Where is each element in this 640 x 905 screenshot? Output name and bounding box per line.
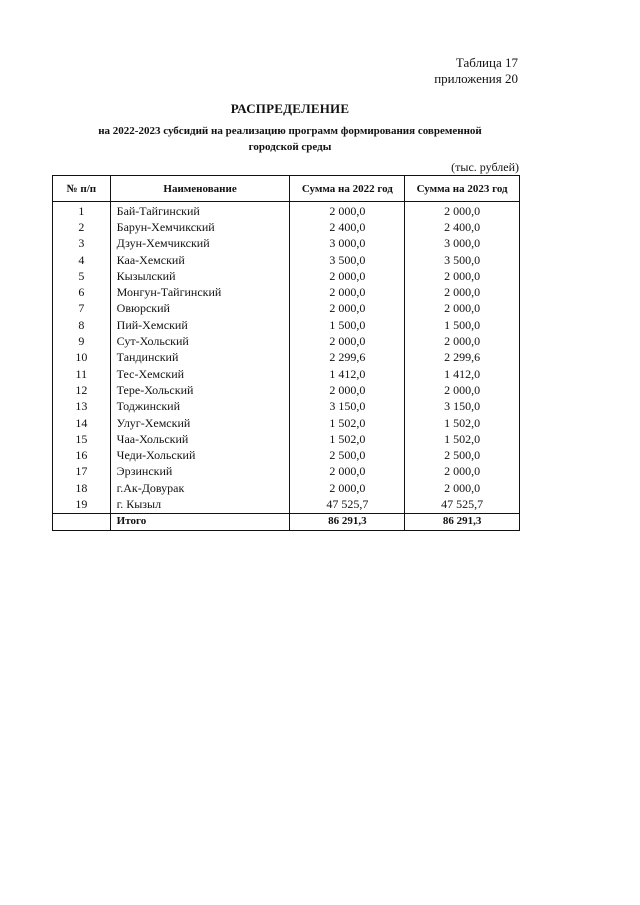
table-row [53,252,520,268]
row-name: Тоджинский [110,399,290,415]
row-value-2023: 47 525,7 [405,496,520,513]
row-value-2022: 1 502,0 [290,431,405,447]
row-name: Улуг-Хемский [110,415,290,431]
row-number: 17 [53,464,111,480]
row-value-2022: 2 000,0 [290,202,405,220]
row-value-2022: 3 500,0 [290,252,405,268]
table-row [53,480,520,496]
row-value-2023: 2 000,0 [405,333,520,349]
table-row [53,202,520,220]
row-value-2023: 2 000,0 [405,480,520,496]
row-number: 4 [53,252,111,268]
row-value-2023: 2 000,0 [405,284,520,300]
row-value-2022: 2 299,6 [290,350,405,366]
table-row [53,284,520,300]
table-row [53,399,520,415]
row-number: 14 [53,415,111,431]
row-name: Чеди-Хольский [110,447,290,463]
row-name: Тес-Хемский [110,366,290,382]
header-number: № п/п [53,176,111,202]
table-row [53,382,520,398]
row-name: Кызылский [110,268,290,284]
row-value-2023: 2 000,0 [405,382,520,398]
total-row [53,513,520,530]
total-label: Итого [110,513,290,530]
row-number: 11 [53,366,111,382]
row-name: Эрзинский [110,464,290,480]
row-value-2023: 2 000,0 [405,202,520,220]
table-row [53,464,520,480]
header-2022: Сумма на 2022 год [290,176,405,202]
table-row [53,447,520,463]
units-note: (тыс. рублей) [451,160,519,174]
row-value-2022: 2 000,0 [290,464,405,480]
table-row [53,301,520,317]
table-row [53,366,520,382]
row-value-2022: 2 000,0 [290,284,405,300]
row-number: 16 [53,447,111,463]
row-name: Тандинский [110,350,290,366]
row-value-2023: 3 000,0 [405,236,520,252]
header-2023: Сумма на 2023 год [405,176,520,202]
row-number: 2 [53,219,111,235]
row-value-2022: 2 000,0 [290,333,405,349]
document-subtitle [70,123,510,155]
total-value-2022: 86 291,3 [290,513,405,530]
table-row [53,333,520,349]
total-empty-cell [53,513,111,530]
row-value-2023: 2 299,6 [405,350,520,366]
row-name: Чаа-Хольский [110,431,290,447]
row-value-2022: 47 525,7 [290,496,405,513]
row-number: 18 [53,480,111,496]
row-number: 5 [53,268,111,284]
row-value-2022: 2 400,0 [290,219,405,235]
subtitle-line-1: на 2022-2023 субсидий на реализацию программ формирования современной [98,125,482,137]
row-value-2023: 2 000,0 [405,301,520,317]
table-row [53,219,520,235]
row-number: 10 [53,350,111,366]
distribution-table [52,175,520,531]
table-row [53,268,520,284]
row-value-2023: 2 000,0 [405,268,520,284]
row-value-2022: 3 150,0 [290,399,405,415]
row-name: Каа-Хемский [110,252,290,268]
row-value-2023: 1 500,0 [405,317,520,333]
header-name: Наименование [110,176,290,202]
row-value-2023: 3 150,0 [405,399,520,415]
row-value-2023: 3 500,0 [405,252,520,268]
row-value-2022: 2 000,0 [290,480,405,496]
row-value-2023: 1 412,0 [405,366,520,382]
row-name: Бай-Тайгинский [110,202,290,220]
row-number: 8 [53,317,111,333]
table-body [53,202,520,531]
row-value-2022: 2 000,0 [290,301,405,317]
table-row [53,496,520,513]
row-name: Тере-Хольский [110,382,290,398]
row-value-2023: 1 502,0 [405,431,520,447]
row-value-2022: 2 000,0 [290,382,405,398]
row-number: 7 [53,301,111,317]
row-value-2022: 3 000,0 [290,236,405,252]
row-number: 13 [53,399,111,415]
row-name: Дзун-Хемчикский [110,236,290,252]
table-reference: Таблица 17 [455,55,518,70]
table-header-row [53,176,520,202]
row-name: Сут-Хольский [110,333,290,349]
row-number: 1 [53,202,111,220]
row-value-2023: 2 400,0 [405,219,520,235]
table-row [53,431,520,447]
row-value-2023: 2 500,0 [405,447,520,463]
subtitle-line-2: городской среды [248,141,332,153]
total-value-2023: 86 291,3 [405,513,520,530]
appendix-reference: приложения 20 [434,71,518,86]
row-value-2022: 1 412,0 [290,366,405,382]
table-row [53,415,520,431]
row-number: 15 [53,431,111,447]
table-row [53,317,520,333]
table-row [53,236,520,252]
row-value-2023: 2 000,0 [405,464,520,480]
row-value-2022: 1 502,0 [290,415,405,431]
row-value-2022: 1 500,0 [290,317,405,333]
row-number: 19 [53,496,111,513]
row-number: 6 [53,284,111,300]
row-name: Монгун-Тайгинский [110,284,290,300]
row-name: Барун-Хемчикский [110,219,290,235]
row-name: г. Кызыл [110,496,290,513]
table-row [53,350,520,366]
row-number: 12 [53,382,111,398]
row-value-2022: 2 500,0 [290,447,405,463]
row-name: Пий-Хемский [110,317,290,333]
document-title: РАСПРЕДЕЛЕНИЕ [230,101,350,116]
row-name: г.Ак-Довурак [110,480,290,496]
row-number: 3 [53,236,111,252]
row-number: 9 [53,333,111,349]
row-value-2023: 1 502,0 [405,415,520,431]
row-value-2022: 2 000,0 [290,268,405,284]
row-name: Овюрский [110,301,290,317]
